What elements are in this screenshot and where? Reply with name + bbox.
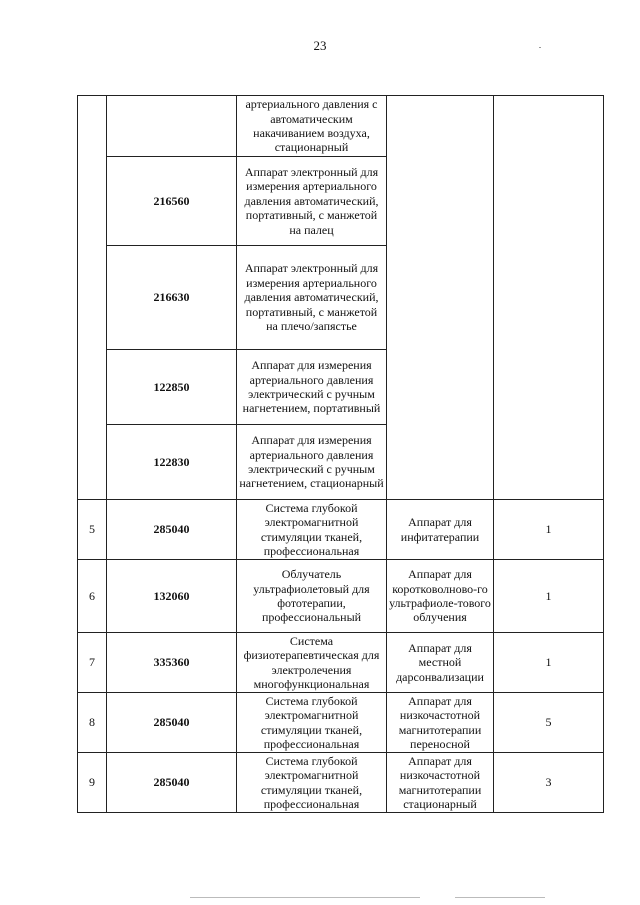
quantity-cell: 5	[494, 693, 604, 753]
row-number-cell: 5	[78, 500, 107, 560]
quantity-cell: 1	[494, 500, 604, 560]
table-row	[78, 96, 604, 157]
name-cell: Система глубокой электромагнитной стимуляции тканей, профессиональная	[237, 693, 387, 753]
table-row	[78, 633, 604, 693]
code-cell: 285040	[107, 753, 237, 813]
code-cell: 216630	[107, 246, 237, 350]
name-cell: Аппарат для измерения артериального давления электрический с ручным нагнетением, портативный	[237, 350, 387, 425]
page-number: 23	[313, 38, 327, 53]
code-cell: 216560	[107, 157, 237, 246]
quantity-cell: 1	[494, 560, 604, 633]
name-cell: Аппарат электронный для измерения артериального давления автоматический, портативный, с манжетой на палец	[237, 157, 387, 246]
name-cell: Аппарат электронный для измерения артериального давления автоматический, портативный, с манжетой на плечо/запястье	[237, 246, 387, 350]
code-cell: 122830	[107, 425, 237, 500]
code-cell: 285040	[107, 500, 237, 560]
name-cell: артериального давления с автоматическим накачиванием воздуха, стационарный	[237, 96, 387, 157]
code-cell: 285040	[107, 693, 237, 753]
quantity-cell	[494, 96, 604, 500]
row-number-cell: 6	[78, 560, 107, 633]
code-cell: 335360	[107, 633, 237, 693]
quantity-cell: 1	[494, 633, 604, 693]
purpose-cell: Аппарат для низкочастотной магнитотерапии стационарный	[387, 753, 494, 813]
name-cell: Система физиотерапевтическая для электролечения многофункциональная	[237, 633, 387, 693]
purpose-cell: Аппарат для инфитатерапии	[387, 500, 494, 560]
name-cell: Аппарат для измерения артериального давления электрический с ручным нагнетением, стационарный	[237, 425, 387, 500]
code-cell	[107, 96, 237, 157]
table-row	[78, 500, 604, 560]
table-row	[78, 753, 604, 813]
equipment-table	[77, 95, 604, 813]
name-cell: Облучатель ультрафиолетовый для фототерапии, профессиональный	[237, 560, 387, 633]
name-cell: Система глубокой электромагнитной стимуляции тканей, профессиональная	[237, 500, 387, 560]
row-number-cell: 8	[78, 693, 107, 753]
table-row	[78, 693, 604, 753]
table-row	[78, 560, 604, 633]
name-cell: Система глубокой электромагнитной стимуляции тканей, профессиональная	[237, 753, 387, 813]
purpose-cell	[387, 96, 494, 500]
row-number-cell: 9	[78, 753, 107, 813]
purpose-cell: Аппарат для местной дарсонвализации	[387, 633, 494, 693]
code-cell: 122850	[107, 350, 237, 425]
row-number-cell: 7	[78, 633, 107, 693]
purpose-cell: Аппарат для низкочастотной магнитотерапии переносной	[387, 693, 494, 753]
code-cell: 132060	[107, 560, 237, 633]
row-number-cell	[78, 96, 107, 500]
quantity-cell: 3	[494, 753, 604, 813]
scan-artifact	[539, 47, 541, 48]
purpose-cell: Аппарат для коротковолново-го ультрафиоле-тового облучения	[387, 560, 494, 633]
